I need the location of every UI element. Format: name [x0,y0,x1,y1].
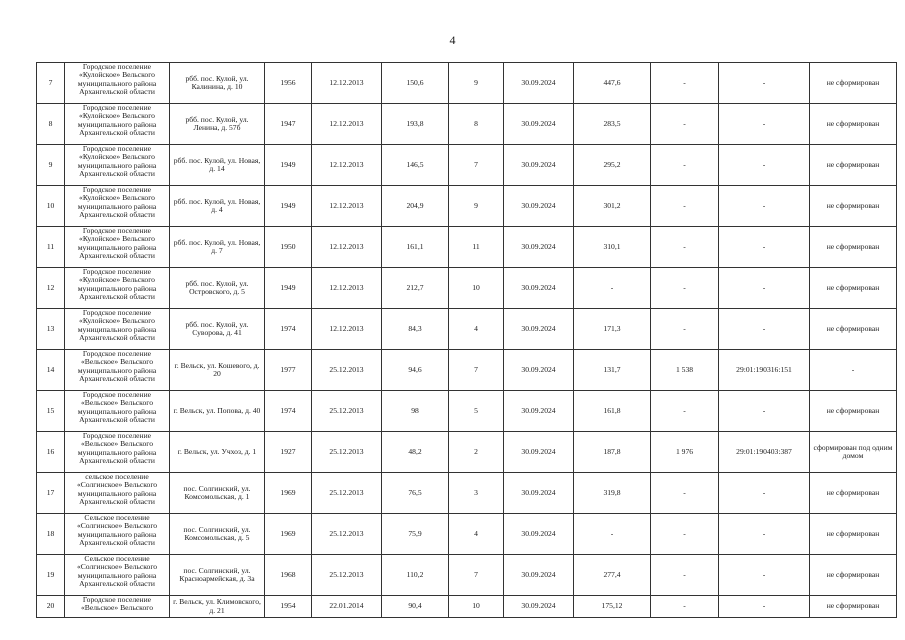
row-number-cell: 7 [37,63,65,104]
cadastral-number-cell: - [719,309,810,350]
plot-area-cell: 131,7 [574,350,651,391]
area-cell: 98 [382,391,449,432]
decision-date-cell: 25.12.2013 [312,473,382,514]
owner-cell-text: Сельское поселение «Солгинское» Вельского муниципального района Архангельской области [76,514,158,547]
land-area-cell: - [651,268,719,309]
row-number-cell: 12 [37,268,65,309]
land-area-cell: - [651,145,719,186]
residents-count-cell: 4 [449,514,504,555]
owner-cell [65,391,170,432]
land-area-cell: - [651,555,719,596]
deadline-cell: 30.09.2024 [504,186,574,227]
deadline-cell: 30.09.2024 [504,104,574,145]
land-area-cell: - [651,391,719,432]
residents-count-cell: 2 [449,432,504,473]
land-area-cell: - [651,514,719,555]
decision-date-cell: 12.12.2013 [312,186,382,227]
year-built-cell: 1974 [265,309,312,350]
row-number-cell: 8 [37,104,65,145]
address-cell-text: рбб. пос. Кулой, ул. Новая, д. 14 [173,156,261,173]
owner-cell [65,145,170,186]
year-built-cell: 1949 [265,145,312,186]
year-built-cell: 1969 [265,514,312,555]
owner-cell-text: Городское поселение «Кулойское» Вельского муниципального района Архангельской области [77,104,157,137]
address-cell-text: г. Вельск, ул. Кошевого, д. 20 [174,361,260,378]
year-built-cell: 1947 [265,104,312,145]
table-row [37,309,897,350]
residents-count-cell: 8 [449,104,504,145]
land-status-cell: не сформирован [810,514,897,555]
row-number-cell: 14 [37,350,65,391]
owner-cell-text: Городское поселение «Вельское» Вельского муниципального района Архангельской области [77,391,157,424]
residents-count-cell: 7 [449,350,504,391]
plot-area-cell: 319,8 [574,473,651,514]
year-built-cell: 1950 [265,227,312,268]
deadline-cell: 30.09.2024 [504,432,574,473]
deadline-cell: 30.09.2024 [504,391,574,432]
address-cell [170,309,265,350]
address-cell-text: г. Вельск, ул. Попова, д. 40 [173,406,261,415]
area-cell: 84,3 [382,309,449,350]
area-cell: 75,9 [382,514,449,555]
row-number-cell: 18 [37,514,65,555]
address-cell [170,186,265,227]
area-cell: 204,9 [382,186,449,227]
decision-date-cell: 25.12.2013 [312,391,382,432]
owner-cell-text: Городское поселение «Кулойское» Вельского муниципального района Архангельской области [77,63,157,96]
deadline-cell: 30.09.2024 [504,268,574,309]
address-cell [170,514,265,555]
land-area-cell: - [651,309,719,350]
year-built-cell: 1968 [265,555,312,596]
row-number-cell: 15 [37,391,65,432]
address-cell [170,473,265,514]
cadastral-number-cell: - [719,227,810,268]
table-row [37,104,897,145]
area-cell: 161,1 [382,227,449,268]
address-cell [170,104,265,145]
deadline-cell: 30.09.2024 [504,227,574,268]
owner-cell-text: Сельское поселение «Солгинское» Вельского муниципального района Архангельской области [76,555,158,588]
plot-area-cell: 295,2 [574,145,651,186]
plot-area-cell: 161,8 [574,391,651,432]
row-number-cell: 13 [37,309,65,350]
area-cell: 48,2 [382,432,449,473]
decision-date-cell: 12.12.2013 [312,63,382,104]
owner-cell [65,186,170,227]
cadastral-number-cell: - [719,186,810,227]
owner-cell [65,432,170,473]
address-cell-text: рбб. пос. Кулой, ул. Новая, д. 4 [173,197,261,214]
year-built-cell: 1949 [265,186,312,227]
owner-cell [65,596,170,618]
residents-count-cell: 9 [449,63,504,104]
owner-cell [65,227,170,268]
address-cell [170,432,265,473]
year-built-cell: 1977 [265,350,312,391]
housing-table [36,62,897,618]
cadastral-number-cell: - [719,63,810,104]
owner-cell-text: Городское поселение «Кулойское» Вельского муниципального района Архангельской области [77,268,157,301]
cadastral-number-cell: - [719,268,810,309]
land-status-cell: - [810,350,897,391]
decision-date-cell: 25.12.2013 [312,432,382,473]
page-number: 4 [449,33,456,47]
deadline-cell: 30.09.2024 [504,473,574,514]
table-row [37,596,897,618]
land-status-cell: не сформирован [810,268,897,309]
year-built-cell: 1927 [265,432,312,473]
owner-cell-text: Городское поселение «Кулойское» Вельского муниципального района Архангельской области [77,309,157,342]
residents-count-cell: 3 [449,473,504,514]
land-area-cell: - [651,63,719,104]
address-cell [170,350,265,391]
owner-cell-text: Городское поселение «Вельское» Вельского муниципального района Архангельской области [77,350,157,383]
plot-area-cell: 301,2 [574,186,651,227]
table-row [37,186,897,227]
deadline-cell: 30.09.2024 [504,514,574,555]
address-cell-text: пос. Солгинский, ул. Комсомольская, д. 1 [183,484,251,501]
decision-date-cell: 12.12.2013 [312,145,382,186]
row-number-cell: 10 [37,186,65,227]
cadastral-number-cell: - [719,555,810,596]
land-status-cell: сформирован под одним домом [810,432,897,473]
residents-count-cell: 7 [449,145,504,186]
residents-count-cell: 7 [449,555,504,596]
plot-area-cell: 171,3 [574,309,651,350]
plot-area-cell: 175,12 [574,596,651,618]
owner-cell [65,350,170,391]
year-built-cell: 1949 [265,268,312,309]
deadline-cell: 30.09.2024 [504,596,574,618]
year-built-cell: 1969 [265,473,312,514]
decision-date-cell: 12.12.2013 [312,227,382,268]
address-cell [170,145,265,186]
owner-cell [65,268,170,309]
land-status-cell: не сформирован [810,309,897,350]
deadline-cell: 30.09.2024 [504,555,574,596]
land-status-cell: не сформирован [810,186,897,227]
owner-cell-text: Городское поселение «Вельское» Вельского [81,596,153,613]
address-cell-text: рбб. пос. Кулой, ул. Калинина, д. 10 [185,74,249,91]
cadastral-number-cell: - [719,104,810,145]
land-area-cell: - [651,473,719,514]
residents-count-cell: 4 [449,309,504,350]
land-area-cell: - [651,227,719,268]
cadastral-number-cell: - [719,391,810,432]
residents-count-cell: 11 [449,227,504,268]
area-cell: 150,6 [382,63,449,104]
address-cell [170,391,265,432]
decision-date-cell: 22.01.2014 [312,596,382,618]
owner-cell-text: Городское поселение «Кулойское» Вельского муниципального района Архангельской области [77,186,157,219]
address-cell-text: пос. Солгинский, ул. Красноармейская, д. 3а [179,566,255,583]
plot-area-cell: - [574,268,651,309]
owner-cell [65,473,170,514]
land-status-cell: не сформирован [810,104,897,145]
row-number-cell: 17 [37,473,65,514]
land-status-cell: не сформирован [810,391,897,432]
land-area-cell: - [651,104,719,145]
owner-cell-text: сельское поселение «Солгинское» Вельского муниципального района Архангельской области [76,473,158,506]
residents-count-cell: 10 [449,268,504,309]
land-status-cell: не сформирован [810,473,897,514]
row-number-cell: 19 [37,555,65,596]
area-cell: 110,2 [382,555,449,596]
year-built-cell: 1954 [265,596,312,618]
address-cell-text: г. Вельск, ул. Учхоз, д. 1 [177,447,257,456]
year-built-cell: 1956 [265,63,312,104]
table-row [37,227,897,268]
address-cell [170,555,265,596]
address-cell-text: рбб. пос. Кулой, ул. Новая, д. 7 [173,238,261,255]
decision-date-cell: 25.12.2013 [312,350,382,391]
table-row [37,145,897,186]
deadline-cell: 30.09.2024 [504,350,574,391]
address-cell [170,227,265,268]
table-row [37,63,897,104]
land-area-cell: - [651,186,719,227]
address-cell-text: рбб. пос. Кулой, ул. Ленина, д. 57б [185,115,249,132]
decision-date-cell: 25.12.2013 [312,555,382,596]
row-number-cell: 9 [37,145,65,186]
address-cell [170,268,265,309]
plot-area-cell: 447,6 [574,63,651,104]
decision-date-cell: 12.12.2013 [312,104,382,145]
row-number-cell: 20 [37,596,65,618]
table-row [37,555,897,596]
plot-area-cell: 310,1 [574,227,651,268]
residents-count-cell: 9 [449,186,504,227]
area-cell: 193,8 [382,104,449,145]
land-area-cell: 1 538 [651,350,719,391]
area-cell: 212,7 [382,268,449,309]
address-cell-text: рбб. пос. Кулой, ул. Островского, д. 5 [185,279,249,296]
cadastral-number-cell: 29:01:190316:151 [719,350,810,391]
cadastral-number-cell: - [719,145,810,186]
decision-date-cell: 12.12.2013 [312,268,382,309]
address-cell [170,596,265,618]
decision-date-cell: 12.12.2013 [312,309,382,350]
owner-cell [65,104,170,145]
year-built-cell: 1974 [265,391,312,432]
land-area-cell: 1 976 [651,432,719,473]
owner-cell [65,309,170,350]
address-cell [170,63,265,104]
address-cell-text: г. Вельск, ул. Климовского, д. 21 [173,598,261,615]
decision-date-cell: 25.12.2013 [312,514,382,555]
land-status-cell: не сформирован [810,596,897,618]
deadline-cell: 30.09.2024 [504,63,574,104]
deadline-cell: 30.09.2024 [504,145,574,186]
owner-cell [65,555,170,596]
table-row [37,473,897,514]
plot-area-cell: - [574,514,651,555]
area-cell: 76,5 [382,473,449,514]
plot-area-cell: 187,8 [574,432,651,473]
table-row [37,391,897,432]
cadastral-number-cell: - [719,514,810,555]
owner-cell [65,63,170,104]
row-number-cell: 11 [37,227,65,268]
cadastral-number-cell: 29:01:190403:387 [719,432,810,473]
land-status-cell: не сформирован [810,227,897,268]
area-cell: 90,4 [382,596,449,618]
owner-cell-text: Городское поселение «Кулойское» Вельского муниципального района Архангельской области [77,145,157,178]
land-status-cell: не сформирован [810,63,897,104]
land-status-cell: не сформирован [810,555,897,596]
owner-cell-text: Городское поселение «Вельское» Вельского муниципального района Архангельской области [77,432,157,465]
table-row [37,432,897,473]
residents-count-cell: 5 [449,391,504,432]
table-row [37,514,897,555]
land-area-cell: - [651,596,719,618]
table-row [37,350,897,391]
address-cell-text: рбб. пос. Кулой, ул. Суворова, д. 41 [185,320,249,337]
area-cell: 94,6 [382,350,449,391]
table-row [37,268,897,309]
deadline-cell: 30.09.2024 [504,309,574,350]
cadastral-number-cell: - [719,596,810,618]
row-number-cell: 16 [37,432,65,473]
plot-area-cell: 277,4 [574,555,651,596]
land-status-cell: не сформирован [810,145,897,186]
address-cell-text: пос. Солгинский, ул. Комсомольская, д. 5 [183,525,251,542]
cadastral-number-cell: - [719,473,810,514]
owner-cell-text: Городское поселение «Кулойское» Вельского муниципального района Архангельской области [77,227,157,260]
plot-area-cell: 283,5 [574,104,651,145]
area-cell: 146,5 [382,145,449,186]
owner-cell [65,514,170,555]
residents-count-cell: 10 [449,596,504,618]
